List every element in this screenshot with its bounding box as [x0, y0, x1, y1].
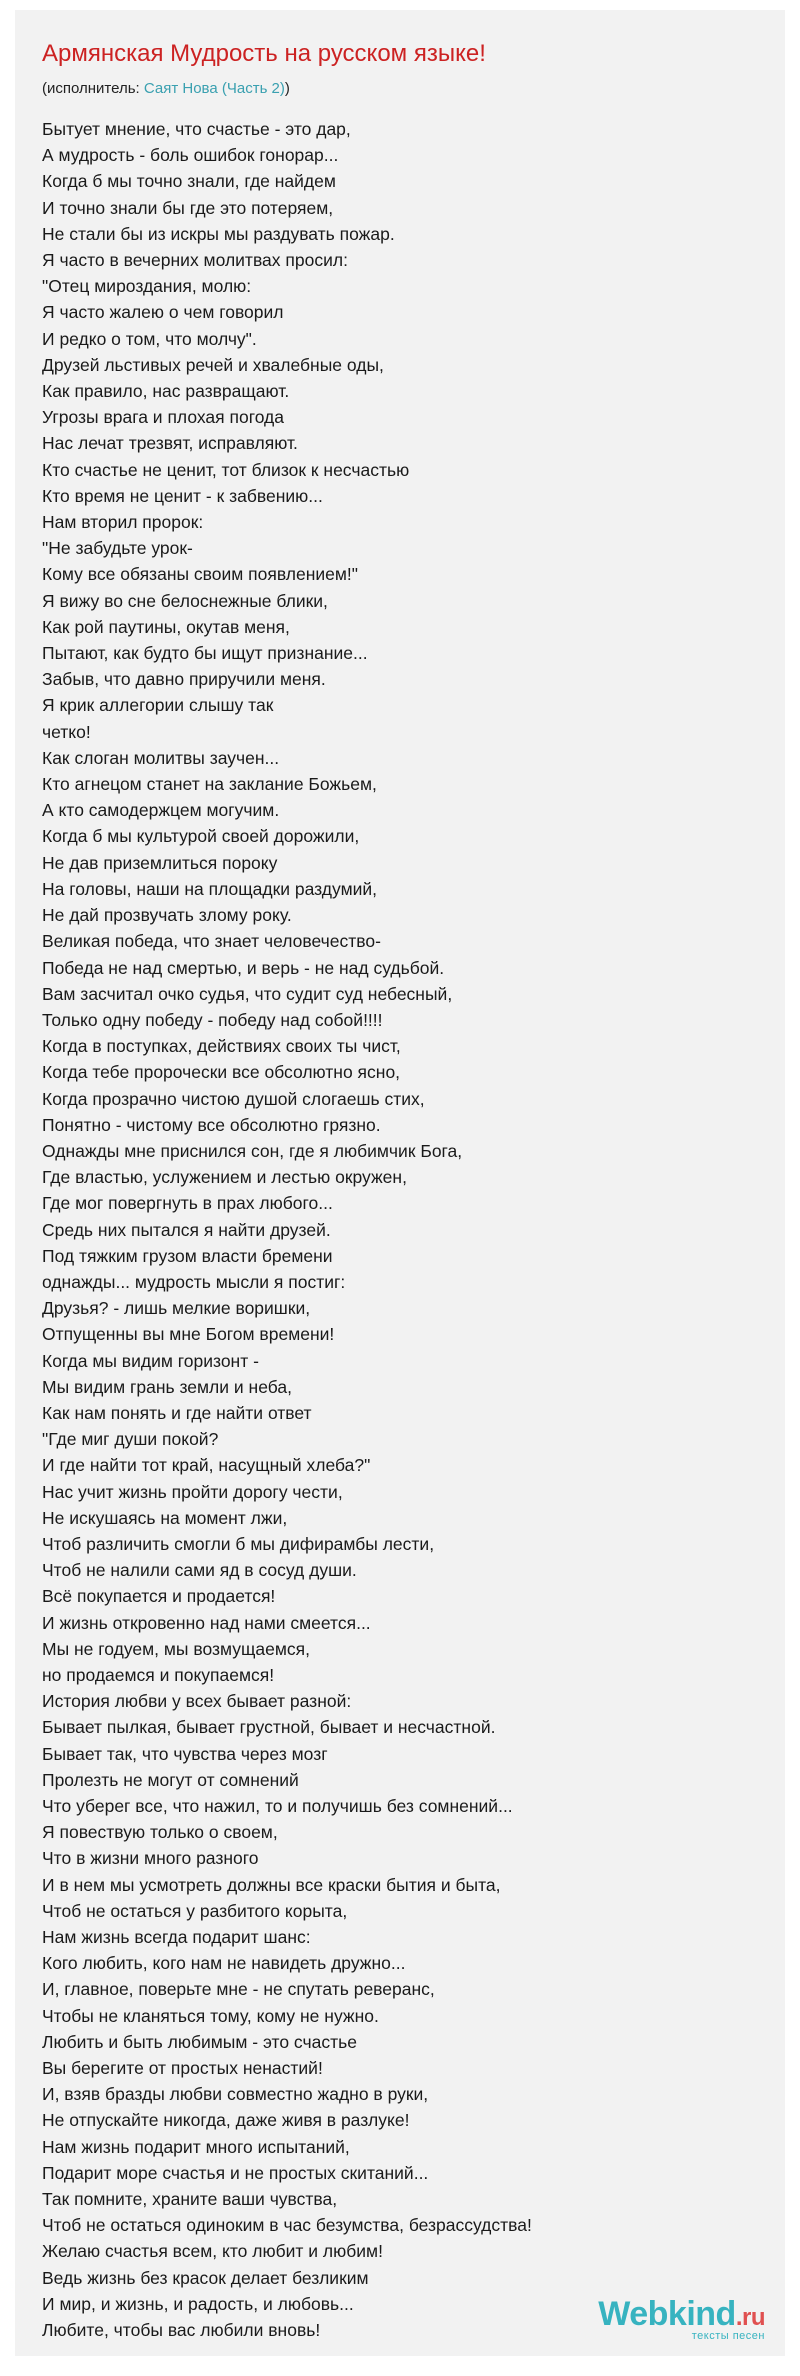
lyrics-line: Я вижу во сне белоснежные блики, [42, 590, 328, 611]
lyrics-line: Нас учит жизнь пройти дорогу чести, [42, 1481, 343, 1502]
performer-suffix: ) [284, 80, 290, 97]
lyrics-line: Пролезть не могут от сомнений [42, 1769, 299, 1790]
lyrics-line: "Не забудьте урок- [42, 538, 193, 559]
lyrics-line: Когда б мы точно знали, где найдем [42, 171, 336, 192]
lyrics-line: Под тяжким грузом власти бремени [42, 1245, 333, 1266]
lyrics-line: Вам засчитал очко судья, что судит суд небесный, [42, 983, 453, 1004]
lyrics-line: Когда б мы культурой своей дорожили, [42, 826, 360, 847]
lyrics-line: Я крик аллегории слышу так [42, 695, 274, 716]
lyrics-line: И точно знали бы где это потеряем, [42, 197, 334, 218]
lyrics-line: Как рой паутины, окутав меня, [42, 616, 290, 637]
lyrics-line: Бывает пылкая, бывает грустной, бывает и несчастной. [42, 1717, 496, 1738]
page-title: Армянская Мудрость на русском языке! [42, 40, 486, 67]
lyrics-line: Великая победа, что знает человечество- [42, 931, 381, 952]
lyrics-line: Любите, чтобы вас любили вновь! [42, 2320, 321, 2341]
lyrics-line: Любить и быть любимым - это счастье [42, 2031, 357, 2052]
lyrics-line: Я повествую только о своем, [42, 1822, 278, 1843]
lyrics-line: История любви у всех бывает разной: [42, 1691, 352, 1712]
lyrics-line: Мы видим грань земли и неба, [42, 1376, 292, 1397]
lyrics-line: Не дай прозвучать злому року. [42, 905, 292, 926]
lyrics-line: Так помните, храните ваши чувства, [42, 2189, 338, 2210]
lyrics-line: Не искушаясь на момент лжи, [42, 1507, 288, 1528]
lyrics-line: Как правило, нас развращают. [42, 381, 290, 402]
logo-brand [598, 2295, 765, 2334]
lyrics-line: Желаю счастья всем, кто любит и любим! [42, 2241, 383, 2262]
lyrics-line: Отпущенны вы мне Богом времени! [42, 1324, 335, 1345]
lyrics-line: Средь них пытался я найти друзей. [42, 1219, 331, 1240]
lyrics-line: Забыв, что давно приручили меня. [42, 669, 326, 690]
lyrics-line: Когда прозрачно чистою душой слогаешь стих, [42, 1088, 425, 1109]
lyrics-line: Всё покупается и продается! [42, 1586, 276, 1607]
lyrics-line: Я часто в вечерних молитвах просил: [42, 250, 348, 271]
lyrics-line: Ведь жизнь без красок делает безликим [42, 2267, 369, 2288]
lyrics-line: Как слоган молитвы заучен... [42, 747, 280, 768]
lyrics-line: Вы берегите от простых ненастий! [42, 2058, 323, 2079]
performer-link[interactable]: Саят Нова (Часть 2) [143, 80, 285, 97]
performer-prefix: (исполнитель: [42, 80, 144, 97]
lyrics-line: Чтоб различить смогли б мы дифирамбы лести, [42, 1533, 435, 1554]
lyrics-line: Что в жизни много разного [42, 1848, 259, 1869]
lyrics-line: Как нам понять и где найти ответ [42, 1402, 312, 1423]
lyrics-line: "Отец мироздания, молю: [42, 276, 252, 297]
lyrics-line: "Где миг души покой? [42, 1429, 219, 1450]
lyrics-line: Что уберег все, что нажил, то и получишь без сомнений... [42, 1796, 513, 1816]
lyrics-line: Подарит море счастья и не простых скитаний... [42, 2162, 429, 2183]
lyrics-line: Где властью, услужением и лестью окружен, [42, 1167, 407, 1188]
lyrics-line: Друзей льстивых речей и хвалебные оды, [42, 354, 384, 375]
lyrics-line: Мы не годуем, мы возмущаемся, [42, 1638, 310, 1659]
logo-brand-tld: .ru [735, 2304, 765, 2331]
lyrics-line: Понятно - чистому все обсолютно грязно. [42, 1114, 381, 1135]
lyrics-line: Бывает так, что чувства через мозг [42, 1743, 328, 1764]
lyrics-line: Кто агнецом станет на заклание Божьем, [42, 774, 377, 795]
lyrics-line: Кто время не ценит - к забвению... [42, 485, 323, 506]
lyrics-line: На головы, наши на площадки раздумий, [42, 878, 378, 899]
lyrics-line: И в нем мы усмотреть должны все краски бытия и быта, [42, 1874, 501, 1895]
lyrics-line: Чтоб не остаться одиноким в час безумства, безрассудства! [42, 2215, 532, 2236]
lyrics-line: А кто самодержцем могучим. [42, 800, 280, 821]
lyrics-line: Друзья? - лишь мелкие воришки, [42, 1298, 311, 1319]
lyrics-line: Не отпускайте никогда, даже живя в разлуке! [42, 2110, 410, 2131]
lyrics-line: И жизнь откровенно над нами смеется... [42, 1612, 371, 1633]
lyrics-line: Однажды мне приснился сон, где я любимчик Бога, [42, 1140, 463, 1161]
lyrics-line: Кому все обязаны своим появлением!" [42, 564, 358, 585]
lyrics-line: Кто счастье не ценит, тот близок к несчастью [42, 459, 410, 480]
lyrics-line: однажды... мудрость мысли я постиг: [42, 1271, 346, 1292]
lyrics-line: Кого любить, кого нам не навидеть дружно... [42, 1953, 406, 1974]
page-container [15, 10, 785, 2356]
lyrics-line: Я часто жалею о чем говорил [42, 302, 284, 323]
lyrics-line: Пытают, как будто бы ищут признание... [42, 643, 368, 664]
lyrics-line: Бытует мнение, что счастье - это дар, [42, 119, 351, 139]
performer-line [42, 80, 290, 97]
lyrics-line: Только одну победу - победу над собой!!!! [42, 1009, 383, 1030]
lyrics-line: И мир, и жизнь, и радость, и любовь... [42, 2293, 354, 2314]
lyrics-line: И, главное, поверьте мне - не спутать реверанс, [42, 1979, 435, 2000]
lyrics-line: Не стали бы из искры мы раздувать пожар. [42, 223, 395, 244]
lyrics-line: И где найти тот край, насущный хлеба?" [42, 1455, 371, 1476]
lyrics-line: но продаемся и покупаемся! [42, 1664, 275, 1685]
lyrics-line: Когда мы видим горизонт - [42, 1350, 259, 1371]
lyrics-line: Нам жизнь подарит много испытаний, [42, 2136, 350, 2157]
lyrics-line: Чтоб не налили сами яд в сосуд души. [42, 1560, 357, 1581]
logo-tagline: тексты песен [691, 2330, 765, 2342]
lyrics-line: И редко о том, что молчу". [42, 328, 257, 349]
lyrics-line: Когда в поступках, действиях своих ты чист, [42, 1036, 401, 1057]
lyrics-line: четко! [42, 721, 91, 742]
lyrics-line: Нам жизнь всегда подарит шанс: [42, 1927, 311, 1948]
lyrics-line: Чтобы не кланяться тому, кому не нужно. [42, 2005, 379, 2026]
lyrics-line: Где мог повергнуть в прах любого... [42, 1193, 333, 1214]
lyrics-line: Нам вторил пророк: [42, 512, 204, 533]
lyrics-line: Чтоб не остаться у разбитого корыта, [42, 1900, 348, 1921]
lyrics-line: Не дав приземлиться пороку [42, 852, 278, 873]
lyrics-text [42, 116, 532, 2343]
lyrics-line: А мудрость - боль ошибок гонорар... [42, 145, 339, 166]
site-logo[interactable] [598, 2295, 765, 2342]
lyrics-line: И, взяв бразды любви совместно жадно в руки, [42, 2084, 429, 2105]
lyrics-line: Угрозы врага и плохая погода [42, 407, 284, 428]
lyrics-line: Победа не над смертью, и верь - не над судьбой. [42, 957, 445, 978]
lyrics-line: Нас лечат трезвят, исправляют. [42, 433, 298, 454]
logo-brand-main: Webkind [598, 2295, 736, 2333]
lyrics-line: Когда тебе пророчески все обсолютно ясно, [42, 1062, 401, 1083]
